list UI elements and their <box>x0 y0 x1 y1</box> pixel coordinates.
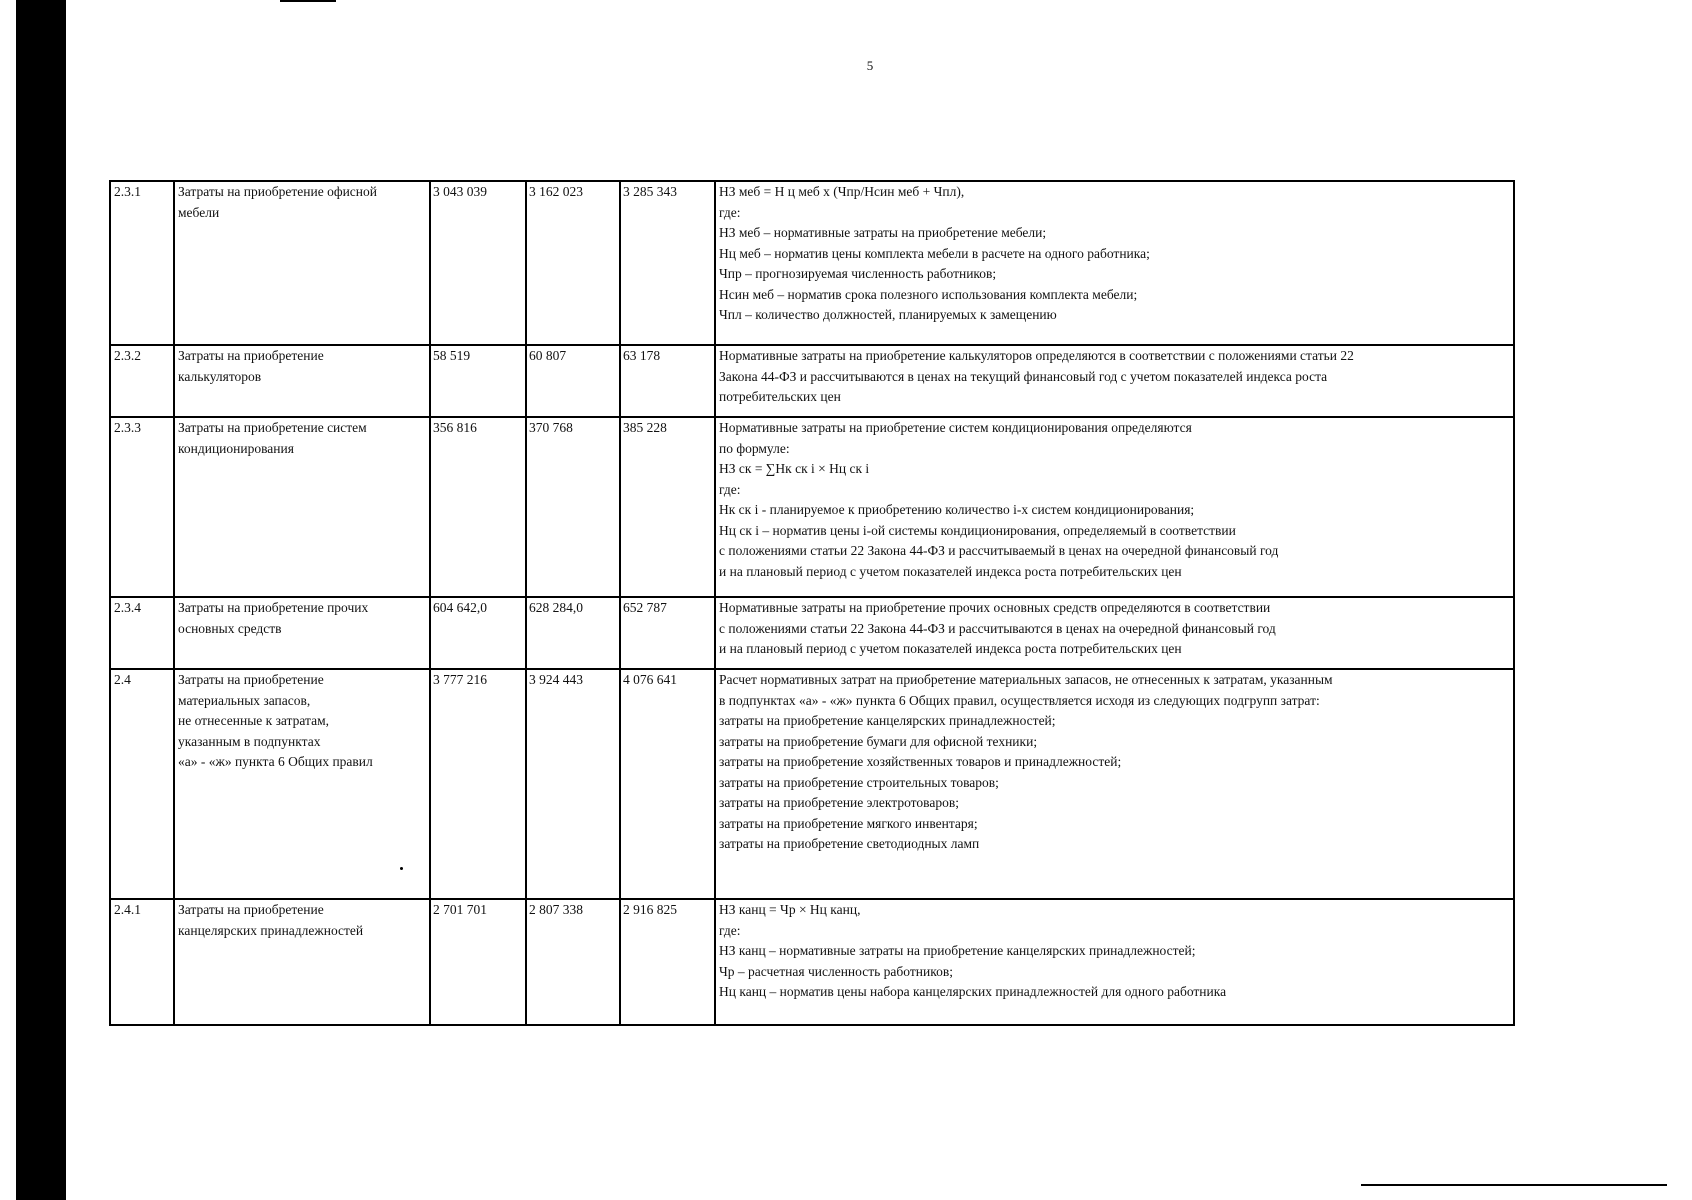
row-name <box>174 597 430 669</box>
formula-line: Нц меб – норматив цены комплекта мебели в расчете на одного работника; <box>719 245 1150 261</box>
formula-line: затраты на приобретение строительных товаров; <box>719 774 999 790</box>
formula-line: потребительских цен <box>719 389 841 404</box>
row-code: 2.3.3 <box>110 417 174 597</box>
row-formula <box>715 899 1514 1025</box>
value-year-3: 3 285 343 <box>620 181 715 345</box>
row-name-line: кондиционирования <box>178 440 294 456</box>
value-year-1: 3 777 216 <box>430 669 526 899</box>
formula-line: Нормативные затраты на приобретение систем кондиционирования определяются <box>719 420 1192 435</box>
table-row <box>110 181 1514 345</box>
row-code: 2.3.2 <box>110 345 174 417</box>
formula-line: Нормативные затраты на приобретение калькуляторов определяются в соответствии с положениями статьи 22 <box>719 348 1354 363</box>
formula-line: по формуле: <box>719 440 790 456</box>
table-row <box>110 597 1514 669</box>
formula-line: затраты на приобретение светодиодных ламп <box>719 836 980 851</box>
value-year-2: 3 162 023 <box>526 181 620 345</box>
row-name <box>174 417 430 597</box>
value-year-1: 604 642,0 <box>430 597 526 669</box>
row-formula <box>715 417 1514 597</box>
formula-line: НЗ меб – нормативные затраты на приобретение мебели; <box>719 225 1047 240</box>
formula-line: Расчет нормативных затрат на приобретение материальных запасов, не отнесенных к затратам, указанным <box>719 672 1333 687</box>
row-name-line: указанным в подпунктах <box>178 733 321 749</box>
value-year-3: 4 076 641 <box>620 669 715 899</box>
formula-line: где: <box>719 922 741 938</box>
cost-norms-table <box>109 180 1515 1026</box>
formula-line: НЗ канц – нормативные затраты на приобретение канцелярских принадлежностей; <box>719 943 1196 958</box>
table-row <box>110 899 1514 1025</box>
formula-line: Закона 44-ФЗ и рассчитываются в ценах на текущий финансовый год с учетом показателей индекса роста <box>719 368 1328 384</box>
value-year-2: 2 807 338 <box>526 899 620 1025</box>
top-rule <box>280 0 336 2</box>
formula-line: Чпр – прогнозируемая численность работников; <box>719 266 997 281</box>
row-name-line: материальных запасов, <box>178 692 311 708</box>
value-year-3: 652 787 <box>620 597 715 669</box>
row-name-line: Затраты на приобретение систем <box>178 420 367 435</box>
bottom-rule <box>1361 1184 1667 1186</box>
row-formula <box>715 597 1514 669</box>
formula-line: Нсин меб – норматив срока полезного использования комплекта мебели; <box>719 286 1138 302</box>
formula-line: Нц ск i – норматив цены i-ой системы кондиционирования, определяемый в соответствии <box>719 522 1236 538</box>
formula-line: затраты на приобретение хозяйственных товаров и принадлежностей; <box>719 754 1122 769</box>
row-name-line: канцелярских принадлежностей <box>178 922 364 938</box>
value-year-1: 2 701 701 <box>430 899 526 1025</box>
formula-line: с положениями статьи 22 Закона 44-ФЗ и рассчитываются в ценах на очередной финансовый год <box>719 620 1276 636</box>
row-code: 2.3.4 <box>110 597 174 669</box>
formula-line: Нц канц – норматив цены набора канцелярских принадлежностей для одного работника <box>719 984 1227 999</box>
row-name-line: Затраты на приобретение <box>178 348 324 363</box>
row-name-line: основных средств <box>178 620 282 636</box>
formula-line: в подпунктах «а» - «ж» пункта 6 Общих правил, осуществляется исходя из следующих подгрупп затрат: <box>719 692 1320 708</box>
value-year-1: 3 043 039 <box>430 181 526 345</box>
value-year-2: 3 924 443 <box>526 669 620 899</box>
row-name <box>174 899 430 1025</box>
row-name <box>174 669 430 899</box>
formula-line: и на плановый период с учетом показателей индекса роста потребительских цен <box>719 641 1182 656</box>
row-formula <box>715 669 1514 899</box>
value-year-3: 385 228 <box>620 417 715 597</box>
page-number: 5 <box>866 58 874 73</box>
row-code: 2.4.1 <box>110 899 174 1025</box>
row-code: 2.3.1 <box>110 181 174 345</box>
formula-line: Чр – расчетная численность работников; <box>719 963 953 979</box>
formula-line: и на плановый период с учетом показателей индекса роста потребительских цен <box>719 563 1182 579</box>
row-name-line: «а» - «ж» пункта 6 Общих правил <box>178 754 373 769</box>
row-name-line: не отнесенные к затратам, <box>178 713 329 728</box>
value-year-2: 370 768 <box>526 417 620 597</box>
value-year-3: 2 916 825 <box>620 899 715 1025</box>
row-name-line: Затраты на приобретение прочих <box>178 600 369 615</box>
row-name <box>174 181 430 345</box>
formula-line: Нк ск i - планируемое к приобретению количество i-х систем кондиционирования; <box>719 502 1195 517</box>
row-code: 2.4 <box>110 669 174 899</box>
formula-line: затраты на приобретение бумаги для офисной техники; <box>719 733 1038 749</box>
row-formula <box>715 345 1514 417</box>
formula-line: НЗ ск = ∑Нк ск i × Нц ск i <box>719 461 870 476</box>
formula-line: где: <box>719 481 741 497</box>
formula-line: с положениями статьи 22 Закона 44-ФЗ и рассчитываемый в ценах на очередной финансовый год <box>719 543 1279 558</box>
value-year-2: 60 807 <box>526 345 620 417</box>
table-row <box>110 345 1514 417</box>
value-year-2: 628 284,0 <box>526 597 620 669</box>
formula-line: затраты на приобретение канцелярских принадлежностей; <box>719 713 1056 728</box>
scan-edge-bar <box>16 0 66 1200</box>
row-name-line: мебели <box>178 204 220 220</box>
formula-line: где: <box>719 204 741 220</box>
row-formula <box>715 181 1514 345</box>
row-name-line: Затраты на приобретение офисной <box>178 184 377 199</box>
value-year-1: 356 816 <box>430 417 526 597</box>
scan-dot <box>400 867 403 870</box>
row-name-line: Затраты на приобретение <box>178 902 324 917</box>
value-year-1: 58 519 <box>430 345 526 417</box>
row-name <box>174 345 430 417</box>
formula-line: НЗ меб = Н ц меб х (Чпр/Нсин меб + Чпл), <box>719 184 965 199</box>
formula-line: затраты на приобретение мягкого инвентаря; <box>719 815 978 831</box>
formula-line: Чпл – количество должностей, планируемых к замещению <box>719 307 1057 322</box>
formula-line: НЗ канц = Чр × Нц канц, <box>719 902 861 917</box>
formula-line: затраты на приобретение электротоваров; <box>719 795 959 810</box>
value-year-3: 63 178 <box>620 345 715 417</box>
row-name-line: калькуляторов <box>178 368 262 384</box>
formula-line: Нормативные затраты на приобретение прочих основных средств определяются в соответствии <box>719 600 1271 615</box>
table-row <box>110 669 1514 899</box>
table-row <box>110 417 1514 597</box>
row-name-line: Затраты на приобретение <box>178 672 324 687</box>
